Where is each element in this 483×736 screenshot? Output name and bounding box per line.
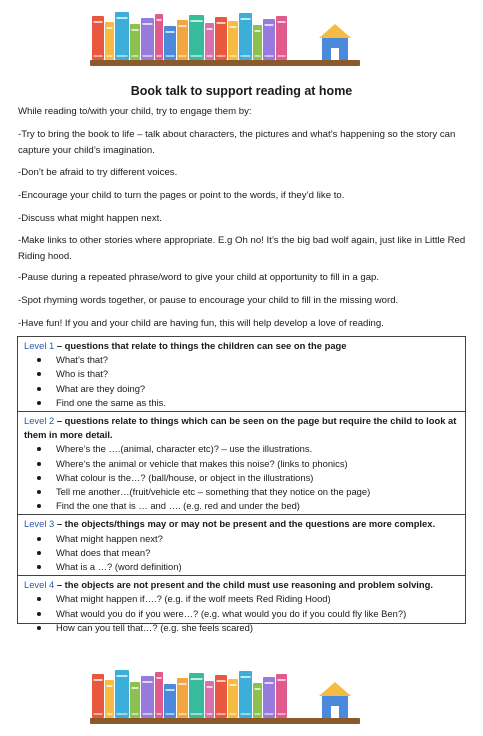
- book-band-icon: [107, 713, 113, 715]
- question-list: [24, 353, 459, 410]
- book-band-icon: [117, 55, 128, 57]
- level-4-section: [18, 576, 465, 636]
- book-band-icon: [241, 55, 251, 57]
- bookshelf-banner-top: [90, 8, 360, 68]
- book-band-icon: [143, 23, 153, 25]
- level-heading: [24, 517, 459, 531]
- shelf-icon: [90, 60, 360, 66]
- book-band-icon: [191, 678, 203, 680]
- book-band-icon: [207, 713, 213, 715]
- book-band-icon: [94, 21, 103, 23]
- page-title: Book talk to support reading at home: [130, 84, 353, 98]
- book-band-icon: [94, 713, 103, 715]
- book-band-icon: [241, 713, 251, 715]
- book-band-icon: [94, 679, 103, 681]
- book-band-icon: [132, 55, 139, 57]
- level-label: Level 2: [24, 415, 55, 427]
- book-band-icon: [191, 713, 203, 715]
- book-band-icon: [230, 713, 237, 715]
- tip-bring-to-life: -Try to bring the book to life – talk about characters, the pictures and what’s happening so the story can capture your child’s imagination.: [18, 129, 456, 156]
- question-levels-table: [17, 336, 466, 633]
- book-band-icon: [179, 683, 187, 685]
- book-band-icon: [217, 680, 226, 682]
- book-band-icon: [255, 713, 261, 715]
- list-item: What would you do if you were…? (e.g. what would you do if you could fly like Ben?): [56, 607, 459, 621]
- book-band-icon: [157, 55, 162, 57]
- list-item: What might happen if….? (e.g. if the wolf meets Red Riding Hood): [56, 592, 459, 606]
- book-band-icon: [217, 713, 226, 715]
- list-item: What does that mean?: [56, 546, 459, 560]
- book-band-icon: [157, 713, 162, 715]
- question-list: [24, 442, 459, 513]
- book-band-icon: [217, 55, 226, 57]
- book-spine-icon: [239, 671, 252, 718]
- book-band-icon: [278, 55, 286, 57]
- level-heading: [24, 414, 459, 442]
- book-band-icon: [230, 26, 237, 28]
- book-band-icon: [207, 55, 213, 57]
- list-item: Tell me another…(fruit/vehicle etc – something that they notice on the page): [56, 485, 459, 499]
- book-band-icon: [255, 30, 261, 32]
- tip-rhyming: -Spot rhyming words together, or pause to encourage your child to fill in the missing word.: [18, 295, 399, 306]
- list-item: What colour is the…? (ball/house, or object in the illustrations): [56, 471, 459, 485]
- book-band-icon: [117, 675, 128, 677]
- book-band-icon: [107, 55, 113, 57]
- list-item: Find the one that is … and …. (e.g. red and under the bed): [56, 499, 459, 513]
- book-band-icon: [143, 713, 153, 715]
- tip-pause-phrase: -Pause during a repeated phrase/word to give your child at opportunity to fill in a gap.: [18, 272, 380, 283]
- book-band-icon: [207, 28, 213, 30]
- book-band-icon: [132, 687, 139, 689]
- book-band-icon: [265, 55, 274, 57]
- book-band-icon: [191, 20, 203, 22]
- book-band-icon: [179, 55, 187, 57]
- list-item: Where’s the animal or vehicle that makes this noise? (links to phonics): [56, 457, 459, 471]
- book-spine-icon: [239, 13, 252, 60]
- book-band-icon: [157, 677, 162, 679]
- book-band-icon: [166, 713, 175, 715]
- level-label: Level 4: [24, 579, 55, 591]
- level-heading: [24, 339, 459, 353]
- book-spine-icon: [115, 670, 129, 718]
- book-band-icon: [278, 713, 286, 715]
- level-description: – questions relate to things which can be seen on the page but require the child to look at them in more detail.: [24, 415, 457, 441]
- book-band-icon: [191, 55, 203, 57]
- level-3-section: [18, 515, 465, 576]
- book-band-icon: [265, 682, 274, 684]
- book-band-icon: [166, 55, 175, 57]
- book-band-icon: [265, 24, 274, 26]
- level-description: – the objects/things may or may not be present and the questions are more complex.: [54, 518, 436, 530]
- level-description: – the objects are not present and the child must use reasoning and problem solving.: [54, 579, 433, 591]
- level-description: – questions that relate to things the children can see on the page: [54, 340, 347, 351]
- tip-turn-pages: -Encourage your child to turn the pages or point to the words, if they’d like to.: [18, 190, 345, 201]
- shelf-icon: [90, 718, 360, 724]
- book-band-icon: [207, 686, 213, 688]
- book-band-icon: [107, 27, 113, 29]
- book-band-icon: [166, 31, 175, 33]
- book-band-icon: [117, 17, 128, 19]
- book-band-icon: [255, 55, 261, 57]
- door-icon: [331, 706, 339, 718]
- tip-voices: -Don’t be afraid to try different voices.: [18, 167, 178, 178]
- level-heading: [24, 578, 459, 592]
- book-band-icon: [278, 21, 286, 23]
- question-list: [24, 592, 459, 635]
- book-band-icon: [94, 55, 103, 57]
- list-item: Where’s the ….(animal, character etc)? – use the illustrations.: [56, 442, 459, 456]
- book-band-icon: [132, 713, 139, 715]
- book-band-icon: [143, 55, 153, 57]
- roof-icon: [319, 24, 351, 38]
- door-icon: [331, 48, 339, 60]
- intro-paragraph: While reading to/with your child, try to engage them by:: [18, 106, 252, 117]
- list-item: What’s that?: [56, 353, 459, 367]
- book-band-icon: [179, 25, 187, 27]
- list-item: What is a …? (word definition): [56, 560, 459, 574]
- book-band-icon: [107, 685, 113, 687]
- question-list: [24, 532, 459, 575]
- level-label: Level 1: [24, 340, 55, 351]
- list-item: What are they doing?: [56, 382, 459, 396]
- book-band-icon: [255, 688, 261, 690]
- book-band-icon: [166, 689, 175, 691]
- tip-make-links: -Make links to other stories where appropriate. E.g Oh no! It’s the big bad wolf again, just like in Little Red Riding hood.: [18, 235, 466, 262]
- book-band-icon: [143, 681, 153, 683]
- roof-icon: [319, 682, 351, 696]
- tip-have-fun: -Have fun! If you and your child are having fun, this will help develop a love of reading.: [18, 318, 384, 329]
- list-item: What might happen next?: [56, 532, 459, 546]
- book-band-icon: [179, 713, 187, 715]
- level-1-section: [18, 337, 465, 412]
- book-band-icon: [132, 29, 139, 31]
- book-spine-icon: [115, 12, 129, 60]
- level-2-section: [18, 412, 465, 515]
- book-band-icon: [265, 713, 274, 715]
- book-band-icon: [230, 55, 237, 57]
- list-item: How can you tell that…? (e.g. she feels scared): [56, 621, 459, 635]
- tip-discuss-next: -Discuss what might happen next.: [18, 213, 162, 224]
- book-band-icon: [241, 18, 251, 20]
- book-band-icon: [117, 713, 128, 715]
- list-item: Who is that?: [56, 367, 459, 381]
- book-band-icon: [241, 676, 251, 678]
- book-band-icon: [230, 684, 237, 686]
- book-band-icon: [217, 22, 226, 24]
- book-band-icon: [157, 19, 162, 21]
- list-item: Find one the same as this.: [56, 396, 459, 410]
- book-band-icon: [278, 679, 286, 681]
- level-label: Level 3: [24, 518, 55, 530]
- bookshelf-banner-bottom: [90, 666, 360, 726]
